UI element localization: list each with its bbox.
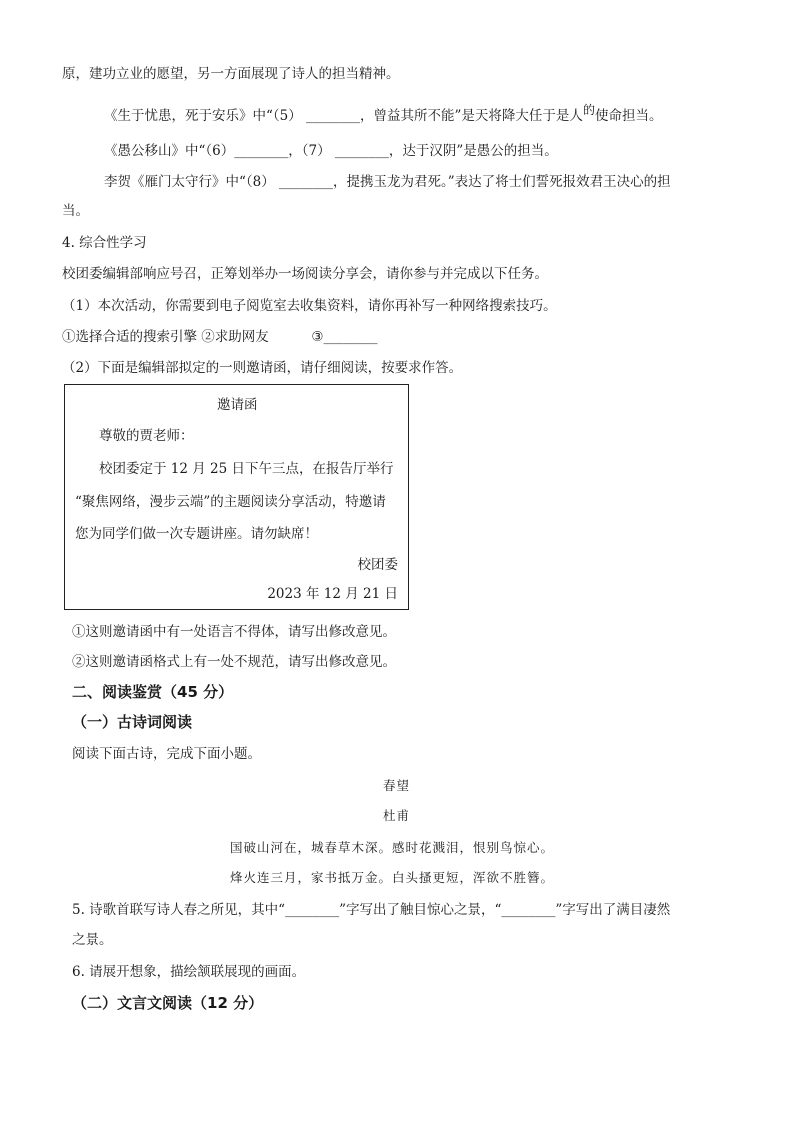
text-line: （1）本次活动，你需要到电子阅览室去收集资料，请你再补写一种网络搜索技巧。 xyxy=(62,298,557,314)
invitation-letter-box xyxy=(64,384,409,610)
letter-body: “聚焦网络，漫步云端”的主题阅读分享活动，特邀请 xyxy=(75,494,386,510)
letter-body: 您为同学们做一次专题讲座。请勿缺席！ xyxy=(75,526,318,542)
text-line: 阅读下面古诗，完成下面小题。 xyxy=(72,746,261,762)
text-line: 李贺《雁门太守行》中“（8） ________，提携玉龙为君死。”表达了将士们誓死报效君王决心的担 xyxy=(104,174,671,190)
text-line: ①这则邀请函中有一处语言不得体，请写出修改意见。 xyxy=(72,624,396,640)
letter-body: 校团委定于 12 月 25 日下午三点，在报告厅举行 xyxy=(99,461,394,477)
poem-title: 春望 xyxy=(383,778,411,793)
text-line: 之景。 xyxy=(72,932,113,948)
subsection-heading: （二）文言文阅读（12 分） xyxy=(72,994,264,1012)
poem-line: 国破山河在，城春草木深。感时花溅泪，恨别鸟惊心。 xyxy=(230,840,555,855)
text-line: 当。 xyxy=(62,203,89,219)
text-superscript: 的 xyxy=(582,103,595,117)
section-heading: 二、阅读鉴赏（45 分） xyxy=(72,683,234,701)
text-line: 《愚公移山》中“（6）________，（7） ________，达于汉阴”是愚公的担当。 xyxy=(104,143,558,159)
letter-signer: 校团委 xyxy=(357,557,398,573)
text-line: ②这则邀请函格式上有一处不规范，请写出修改意见。 xyxy=(72,654,396,670)
text-line: （2）下面是编辑部拟定的一则邀请函，请仔细阅读，按要求作答。 xyxy=(62,360,463,376)
poem-author: 杜甫 xyxy=(383,808,411,823)
text-segment: 使命担当。 xyxy=(594,108,663,124)
text-line: 5. 诗歌首联写诗人春之所见，其中“________”字写出了触目惊心之景，“________”字写出了满目凄然 xyxy=(72,902,671,918)
text-line xyxy=(104,103,663,126)
text-line: 原，建功立业的愿望，另一方面展现了诗人的担当精神。 xyxy=(62,66,400,82)
letter-greeting: 尊敬的贾老师： xyxy=(99,428,194,444)
letter-date: 2023 年 12 月 21 日 xyxy=(267,586,398,602)
option-list: ①选择合适的搜索引擎 ②求助网友 xyxy=(62,329,269,345)
option-blank: ③________ xyxy=(311,329,378,345)
text-line xyxy=(62,327,378,347)
letter-title: 邀请函 xyxy=(217,397,258,413)
subsection-heading: （一）古诗词阅读 xyxy=(72,713,193,731)
question-title: 4. 综合性学习 xyxy=(62,235,147,251)
poem-line: 烽火连三月，家书抵万金。白头搔更短，浑欲不胜簪。 xyxy=(230,870,555,885)
text-line: 6. 请展开想象，描绘颔联展现的画面。 xyxy=(72,964,306,980)
text-line: 校团委编辑部响应号召，正筹划举办一场阅读分享会，请你参与并完成以下任务。 xyxy=(62,266,548,282)
text-segment: 《生于忧患，死于安乐》中“（5） ________，曾益其所不能”是天将降大任于是人 xyxy=(104,108,583,124)
